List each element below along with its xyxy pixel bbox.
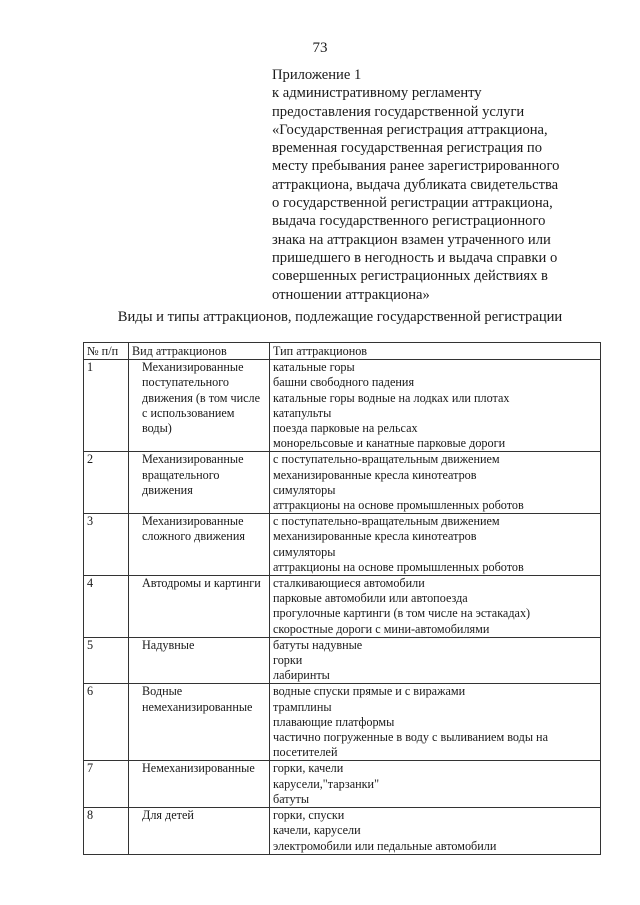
type-item: электромобили или педальные автомобили [273,838,497,853]
row-types [270,684,601,761]
type-item: катальные горы водные на лодках или плотах [273,390,510,405]
row-types [270,808,601,855]
type-item: катапульты [273,405,332,420]
appendix-line: месту пребывания ранее зарегистрированного [272,158,560,175]
type-item: частично погруженные в воду с выливанием воды на посетителей [273,730,548,760]
table-header-row [84,343,601,360]
header-kind: Вид аттракционов [129,343,270,360]
header-type: Тип аттракционов [270,343,601,360]
table-row [84,684,601,761]
row-types [270,637,601,684]
row-kind-text: Автодромы и картинги [142,576,261,591]
row-number: 1 [84,360,129,452]
table-row [84,360,601,452]
row-kind-text: Механизированные вращательного движения [142,452,244,497]
type-item: симуляторы [273,544,336,559]
appendix-line: пришедшего в негодность и выдача справки о [272,249,558,266]
row-types [270,576,601,638]
table-row [84,514,601,576]
type-item: симуляторы [273,482,336,497]
row-number: 4 [84,576,129,638]
table-row [84,452,601,514]
row-kind [129,576,270,638]
type-item: горки [273,653,303,668]
appendix-line: отношении аттракциона» [272,286,430,303]
row-number: 8 [84,808,129,855]
appendix-block [272,66,612,304]
row-kind [129,514,270,576]
type-item: с поступательно-вращательным движением [273,452,500,467]
type-item: трамплины [273,699,332,714]
type-item: парковые автомобили или автопоезда [273,591,468,606]
row-kind-text: Водные немеханизированные [142,684,253,714]
appendix-line: к административному регламенту [272,85,482,102]
row-kind-text: Механизированные поступательного движения (в том числе с использованием воды) [142,360,261,436]
row-number: 5 [84,637,129,684]
type-item: батуты [273,791,310,806]
row-kind-text: Для детей [142,808,194,823]
appendix-line: «Государственная регистрация аттракциона, [272,121,548,138]
row-types [270,514,601,576]
page-number: 73 [312,40,328,56]
appendix-line: предоставления государственной услуги [272,103,525,120]
type-item: с поступательно-вращательным движением [273,514,500,529]
header-number: № п/п [84,343,129,360]
type-item: монорельсовые и канатные парковые дороги [273,436,506,451]
type-item: аттракционы на основе промышленных роботов [273,559,524,574]
type-item: скоростные дороги с мини-автомобилями [273,621,490,636]
table-row [84,761,601,808]
type-item: механизированные кресла кинотеатров [273,467,477,482]
type-item: катальные горы [273,360,355,375]
row-types [270,452,601,514]
appendix-line: знака на аттракцион взамен утраченного или [272,231,551,248]
row-number: 2 [84,452,129,514]
row-kind-text: Немеханизированные [142,761,255,776]
appendix-line: временная государственная регистрация по [272,140,543,157]
type-item: прогулочные картинги (в том числе на эстакадах) [273,606,531,621]
row-number: 6 [84,684,129,761]
row-number: 7 [84,761,129,808]
row-kind-text: Механизированные сложного движения [142,514,245,544]
type-item: сталкивающиеся автомобили [273,576,425,591]
attractions-table [83,342,601,855]
appendix-line: Приложение 1 [272,67,362,83]
type-item: механизированные кресла кинотеатров [273,529,477,544]
row-kind [129,761,270,808]
table-row [84,808,601,855]
document-title: Виды и типы аттракционов, подлежащие государственной регистрации [117,309,563,325]
type-item: горки, спуски [273,808,345,823]
appendix-line: о государственной регистрации аттракциона, [272,195,553,212]
appendix-line: совершенных регистрационных действиях в [272,268,548,285]
type-item: поезда парковые на рельсах [273,421,418,436]
row-kind [129,808,270,855]
type-item: аттракционы на основе промышленных роботов [273,498,524,513]
row-kind [129,452,270,514]
row-kind [129,684,270,761]
table-row [84,637,601,684]
type-item: лабиринты [273,668,330,683]
type-item: башни свободного падения [273,375,415,390]
row-types [270,360,601,452]
type-item: качели, карусели [273,823,361,838]
type-item: горки, качели [273,761,344,776]
type-item: карусели,"тарзанки" [273,776,380,791]
type-item: водные спуски прямые и с виражами [273,684,466,699]
row-number: 3 [84,514,129,576]
type-item: плавающие платформы [273,714,395,729]
row-kind [129,360,270,452]
row-types [270,761,601,808]
row-kind [129,637,270,684]
type-item: батуты надувные [273,637,363,652]
appendix-line: выдача государственного регистрационного [272,213,546,230]
table-row [84,576,601,638]
row-kind-text: Надувные [142,637,195,652]
appendix-line: аттракциона, выдача дубликата свидетельства [272,176,559,193]
